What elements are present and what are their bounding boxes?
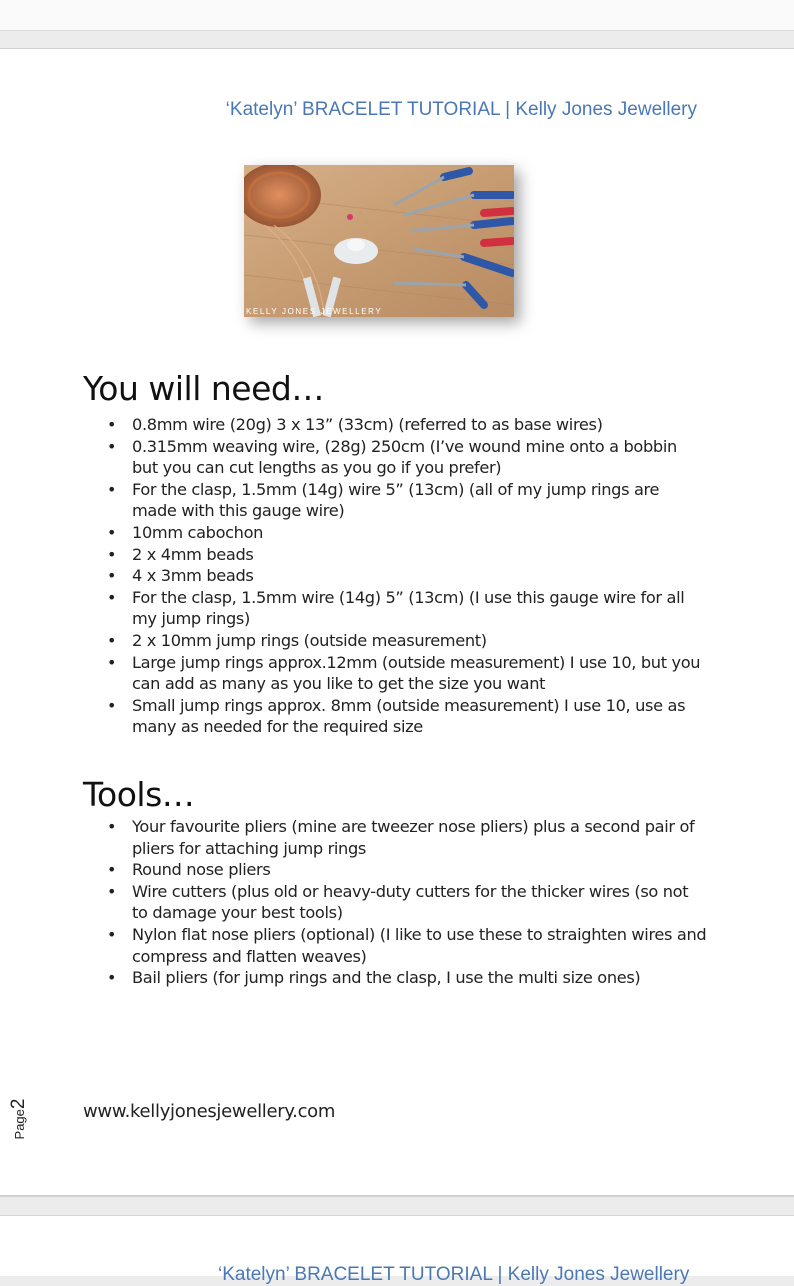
tools-list <box>107 816 707 989</box>
list-item: • Wire cutters (plus old or heavy-duty cutters for the thicker wires (so not to damage your best tools) <box>107 881 707 924</box>
page-number-label <box>8 1098 68 1140</box>
next-page-header: ‘Katelyn’ BRACELET TUTORIAL | Kelly Jones Jewellery <box>218 1264 690 1285</box>
you-will-need-heading: You will need… <box>83 369 324 408</box>
list-item: • Large jump rings approx.12mm (outside measurement) I use 10, but you can add as many as you like to get the size you want <box>107 652 707 695</box>
list-item: • Your favourite pliers (mine are tweezer nose pliers) plus a second pair of pliers for attaching jump rings <box>107 816 707 859</box>
list-item: • Round nose pliers <box>107 859 707 881</box>
tools-photo <box>244 165 514 317</box>
list-item: • 4 x 3mm beads <box>107 565 707 587</box>
photo-watermark: KELLY JONES JEWELLERY <box>246 307 383 316</box>
list-item: • For the clasp, 1.5mm wire (14g) 5” (13cm) (I use this gauge wire for all my jump rings) <box>107 587 707 630</box>
tools-heading: Tools… <box>83 775 195 814</box>
list-item: • 0.315mm weaving wire, (28g) 250cm (I’ve wound mine onto a bobbin but you can cut lengths as you go if you prefer) <box>107 436 707 479</box>
list-item: • Small jump rings approx. 8mm (outside measurement) I use 10, use as many as needed for the required size <box>107 695 707 738</box>
list-item: • 2 x 4mm beads <box>107 544 707 566</box>
page-word: Page <box>12 1109 27 1140</box>
page-number: 2 <box>8 1098 29 1110</box>
list-item: • 0.8mm wire (20g) 3 x 13” (33cm) (referred to as base wires) <box>107 414 707 436</box>
previous-page-edge <box>0 0 794 31</box>
materials-list <box>107 414 707 738</box>
document-page <box>0 48 794 1197</box>
page-header: ‘Katelyn’ BRACELET TUTORIAL | Kelly Jones Jewellery <box>225 99 697 120</box>
list-item: • Nylon flat nose pliers (optional) (I like to use these to straighten wires and compress and flatten weaves) <box>107 924 707 967</box>
list-item: • For the clasp, 1.5mm (14g) wire 5” (13cm) (all of my jump rings are made with this gauge wire) <box>107 479 707 522</box>
tools-photo-image <box>244 165 514 317</box>
next-page-edge <box>0 1215 794 1285</box>
list-item: • 10mm cabochon <box>107 522 707 544</box>
list-item: • Bail pliers (for jump rings and the clasp, I use the multi size ones) <box>107 967 707 989</box>
list-item: • 2 x 10mm jump rings (outside measurement) <box>107 630 707 652</box>
website-link[interactable]: www.kellyjonesjewellery.com <box>83 1101 336 1122</box>
